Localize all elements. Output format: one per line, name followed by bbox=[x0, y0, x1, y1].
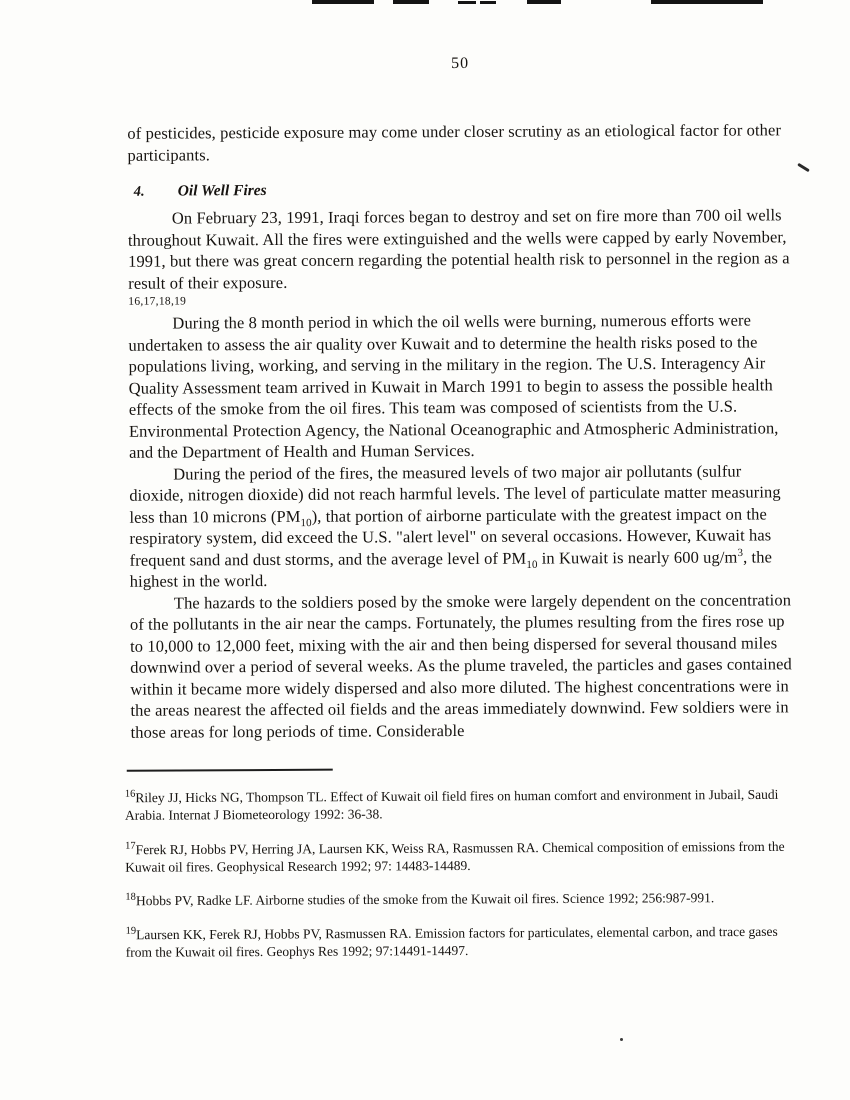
scan-artifact-line bbox=[527, 0, 561, 4]
section-number: 4. bbox=[133, 183, 145, 200]
text-segment: in Kuwait is nearly 600 ug/m bbox=[537, 547, 738, 568]
paragraph-oil-well-fires: On February 23, 1991, Iraqi forces began to destroy and set on fire more than 700 oil wells throughout Kuwait. All the fires were extinguished and the wells were capped by early November, 1991, but there was great concern regarding the potential health risk to personnel in the region as a result of their exposure. bbox=[127, 205, 790, 293]
text-segment: , the highest in the world. bbox=[129, 546, 773, 591]
scan-speck bbox=[620, 1038, 623, 1041]
footnote-number: 16 bbox=[124, 788, 136, 800]
page-number: 50 bbox=[451, 54, 470, 73]
footnote-number: 18 bbox=[125, 891, 136, 903]
footnote-text: Hobbs PV, Radke LF. Airborne studies of the smoke from the Kuwait oil fires. Science 1992; 256:987-991. bbox=[135, 890, 715, 909]
footnote bbox=[125, 782, 797, 824]
section-title: Oil Well Fires bbox=[177, 182, 267, 200]
scan-artifact-line bbox=[312, 0, 374, 4]
footnote-number: 17 bbox=[125, 840, 136, 852]
text-segment: During the period of the fires, the measured levels of two major air pollutants (sulfur dioxide, nitrogen dioxide) did not reach harmful levels. The level of particulate matter measuring less than 10 microns (PM bbox=[129, 461, 781, 527]
scan-artifact-line bbox=[651, 0, 763, 4]
footnote-text: Ferek RJ, Hobbs PV, Herring JA, Laursen KK, Weiss RA, Rasmussen RA. Chemical composition of emissions from the Kuwait oil fires. Geophysical Research 1992; 97: 14483-14489. bbox=[125, 838, 785, 875]
scan-mark bbox=[797, 163, 810, 172]
footnote-text: Riley JJ, Hicks NG, Thompson TL. Effect of Kuwait oil field fires on human comfort and environment in Jubail, Saudi Arabia. Internat J Biometeorology 1992: 36-38. bbox=[124, 786, 779, 823]
subscript-text: 10 bbox=[300, 516, 312, 529]
footnotes-section bbox=[125, 782, 798, 961]
scan-artifact-line bbox=[480, 1, 496, 4]
paragraph-air-quality-assessment: During the 8 month period in which the oil wells were burning, numerous efforts were undertaken to assess the air quality over Kuwait and to determine the health risks posed to the populations living, working, and serving in the military in the region. The U.S. Interagency Air Quality Assessment team arrived in Kuwait in March 1991 to begin to assess the possible health effects of the smoke from the oil fires. This team was composed of scientists from the U.S. Environmental Protection Agency, the National Oceanographic and Atmospheric Administration, and the Department of Health and Human Services. bbox=[128, 310, 779, 462]
footnote bbox=[125, 834, 797, 876]
paragraph-smoke-hazards: The hazards to the soldiers posed by the smoke were largely dependent on the concentration of the pollutants in the air near the camps. Fortunately, the plumes resulting from the fires rose up to 10,000 to 12,000 feet, mixing with the air and then being dispersed for several thousand miles downwind over a period of several weeks. As the plume traveled, the particles and gases contained within it became more widely dispersed and also more diluted. The highest concentrations were in the areas nearest the affected oil fields and the areas immediately downwind. Few soldiers were in those areas for long periods of time. Considerable bbox=[129, 589, 792, 742]
paragraph-continuation: of pesticides, pesticide exposure may come under closer scrutiny as an etiological factor for other participants. bbox=[127, 120, 782, 165]
footnote bbox=[126, 919, 798, 961]
footnote-number: 19 bbox=[125, 925, 137, 937]
footnote-text: Laursen KK, Ferek RJ, Hobbs PV, Rasmussen RA. Emission factors for particulates, elemental carbon, and trace gases from the Kuwait oil fires. Geophys Res 1992; 97:14491-14497. bbox=[125, 923, 778, 960]
text-segment: ), that portion of airborne particulate with the greatest impact on the respiratory system, did exceed the U.S. "alert level" on several occasions. However, Kuwait has frequent sand and dust storms, and the average level of PM bbox=[129, 503, 772, 570]
scan-artifact-line bbox=[458, 1, 476, 4]
footnote-separator bbox=[127, 769, 333, 772]
scan-artifact-line bbox=[393, 0, 429, 4]
footnote bbox=[125, 885, 797, 910]
page-content bbox=[124, 53, 798, 974]
footnote-reference-numbers: 16,17,18,19 bbox=[128, 295, 187, 308]
subscript-text: 10 bbox=[526, 558, 538, 571]
paragraph-pollutant-levels bbox=[129, 460, 796, 592]
section-heading bbox=[134, 179, 794, 200]
superscript-text: 3 bbox=[737, 546, 744, 559]
